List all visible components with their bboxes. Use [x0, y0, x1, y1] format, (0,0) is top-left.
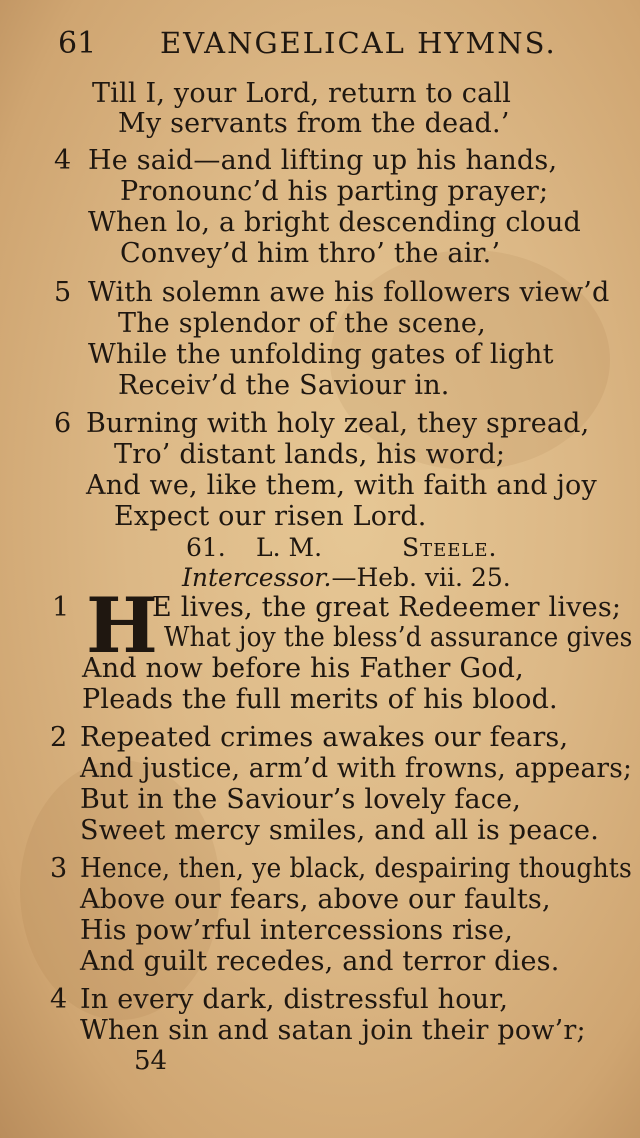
- stanza-number: 1: [52, 592, 70, 623]
- verse-line: And now before his Father God,: [82, 653, 524, 684]
- verse-line: With solemn awe his followers view’d: [88, 277, 610, 308]
- hymn-meter: L. M.: [256, 533, 323, 562]
- verse-line: And guilt recedes, and terror dies.: [80, 946, 560, 977]
- verse-line: The splendor of the scene,: [118, 308, 486, 339]
- verse-line: In every dark, distressful hour,: [80, 984, 509, 1015]
- verse-line: Above our fears, above our faults,: [80, 884, 551, 915]
- verse-line: What joy the bless’d assurance gives: [164, 622, 633, 653]
- scripture-reference: —Heb. vii. 25.: [331, 563, 511, 592]
- verse-line: When lo, a bright descending cloud: [88, 207, 582, 238]
- hymn-author: Steele.: [402, 533, 498, 562]
- verse-line: And we, like them, with faith and joy: [86, 470, 597, 501]
- verse-line: Till I, your Lord, return to call: [92, 78, 512, 109]
- verse-line: His pow’rful intercessions rise,: [80, 915, 514, 946]
- verse-line: Sweet mercy smiles, and all is peace.: [80, 815, 599, 846]
- running-title: EVANGELICAL HYMNS.: [160, 26, 557, 60]
- verse-line: But in the Saviour’s lovely face,: [80, 784, 522, 815]
- stanza-number: 3: [50, 853, 68, 884]
- stanza-number: 4: [54, 145, 72, 176]
- verse-line: Repeated crimes awakes our fears,: [80, 722, 569, 753]
- verse-line: While the unfolding gates of light: [88, 339, 554, 370]
- hymn-subject-line: [182, 562, 511, 594]
- verse-line: Pronounc’d his parting prayer;: [120, 176, 549, 207]
- verse-line: Tro’ distant lands, his word;: [114, 439, 506, 470]
- verse-line: When sin and satan join their pow’r;: [80, 1015, 586, 1046]
- verse-line: My servants from the dead.’: [118, 108, 510, 139]
- stanza-number: 6: [54, 408, 72, 439]
- verse-line: He said—and lifting up his hands,: [88, 145, 558, 176]
- stanza-number: 5: [54, 277, 72, 308]
- verse-line: Hence, then, ye black, despairing thoughts: [80, 853, 632, 884]
- hymn-number: 61.: [186, 533, 226, 562]
- verse-line: Receiv’d the Saviour in.: [118, 370, 450, 401]
- verse-line: Pleads the full merits of his blood.: [82, 684, 558, 715]
- verse-line: Burning with holy zeal, they spread,: [86, 408, 590, 439]
- hymn-subject: Intercessor.: [182, 563, 332, 592]
- verse-line: And justice, arm’d with frowns, appears;: [80, 753, 633, 784]
- drop-cap: H: [86, 581, 158, 670]
- verse-line: Convey’d him thro’ the air.’: [120, 238, 501, 269]
- verse-line: E lives, the great Redeemer lives;: [152, 592, 622, 623]
- stanza-number: 2: [50, 722, 68, 753]
- verse-line: Expect our risen Lord.: [114, 501, 427, 532]
- page-number: 61: [58, 26, 97, 61]
- signature-mark: 54: [134, 1046, 168, 1076]
- stanza-number: 4: [50, 984, 68, 1015]
